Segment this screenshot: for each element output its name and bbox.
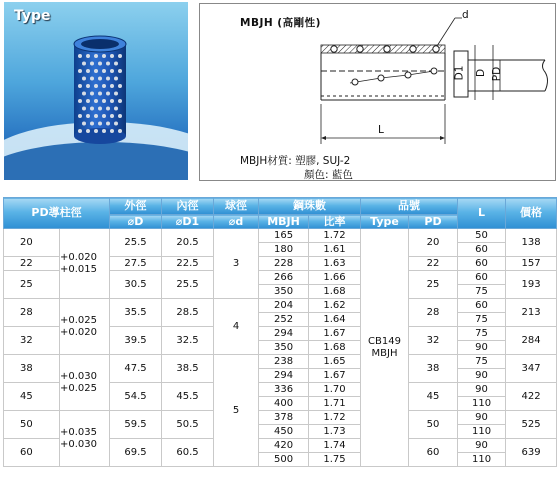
mbjh-cell: 180	[259, 243, 309, 257]
pd-product-cell: 25	[409, 271, 458, 299]
dim-PD-label: PD	[491, 66, 504, 82]
pd-product-cell: 60	[409, 439, 458, 467]
header-outer: 外徑	[110, 198, 162, 215]
outer-diameter-cell: 47.5	[110, 355, 162, 383]
price-cell: 639	[506, 439, 557, 467]
dim-d-label: d	[462, 9, 469, 21]
header-outer-sub: ⌀D	[110, 215, 162, 229]
ball-cage-image	[4, 2, 188, 180]
ratio-cell: 1.66	[309, 271, 361, 285]
ratio-cell: 1.72	[309, 229, 361, 243]
mbjh-cell: 400	[259, 397, 309, 411]
color-text: 顏色: 藍色	[304, 169, 353, 181]
mbjh-cell: 350	[259, 285, 309, 299]
ball-diameter-cell: 3	[214, 229, 259, 299]
length-cell: 75	[458, 327, 506, 341]
tolerance-cell: +0.035 +0.030	[60, 411, 110, 467]
length-cell: 110	[458, 453, 506, 467]
length-cell: 90	[458, 411, 506, 425]
mbjh-cell: 204	[259, 299, 309, 313]
length-cell: 50	[458, 229, 506, 243]
table-row	[4, 299, 557, 313]
pd-cell: 28	[4, 299, 60, 327]
ratio-cell: 1.63	[309, 257, 361, 271]
outer-diameter-cell: 27.5	[110, 257, 162, 271]
mbjh-cell: 420	[259, 439, 309, 453]
length-cell: 90	[458, 369, 506, 383]
type-cell: CB149 MBJH	[361, 229, 409, 467]
header-inner-sub: ⌀D1	[162, 215, 214, 229]
ball-diameter-cell: 5	[214, 355, 259, 467]
product-photo-panel	[4, 2, 188, 180]
mbjh-cell: 165	[259, 229, 309, 243]
header-part-no: 品號	[361, 198, 458, 215]
inner-diameter-cell: 32.5	[162, 327, 214, 355]
length-cell: 110	[458, 397, 506, 411]
mbjh-cell: 238	[259, 355, 309, 369]
outer-diameter-cell: 30.5	[110, 271, 162, 299]
pd-cell: 25	[4, 271, 60, 299]
mbjh-cell: 266	[259, 271, 309, 285]
pd-cell: 38	[4, 355, 60, 383]
price-cell: 138	[506, 229, 557, 257]
price-cell: 284	[506, 327, 557, 355]
inner-diameter-cell: 60.5	[162, 439, 214, 467]
header-type: Type	[361, 215, 409, 229]
length-cell: 60	[458, 243, 506, 257]
mbjh-cell: 378	[259, 411, 309, 425]
pd-cell: 22	[4, 257, 60, 271]
header-inner: 內徑	[162, 198, 214, 215]
pd-product-cell: 20	[409, 229, 458, 257]
header-pd: PD導柱徑	[4, 198, 110, 229]
header-l: L	[458, 198, 506, 229]
table-row	[4, 355, 557, 369]
ratio-cell: 1.68	[309, 341, 361, 355]
mbjh-cell: 294	[259, 369, 309, 383]
ratio-cell: 1.65	[309, 355, 361, 369]
inner-diameter-cell: 28.5	[162, 299, 214, 327]
mbjh-cell: 350	[259, 341, 309, 355]
ratio-cell: 1.70	[309, 383, 361, 397]
ratio-cell: 1.74	[309, 439, 361, 453]
mbjh-cell: 450	[259, 425, 309, 439]
price-cell: 525	[506, 411, 557, 439]
mbjh-cell: 228	[259, 257, 309, 271]
length-cell: 60	[458, 299, 506, 313]
outer-diameter-cell: 59.5	[110, 411, 162, 439]
price-cell: 213	[506, 299, 557, 327]
inner-diameter-cell: 20.5	[162, 229, 214, 257]
header-steel-ball: 鋼珠數	[259, 198, 361, 215]
outer-diameter-cell: 54.5	[110, 383, 162, 411]
pd-cell: 32	[4, 327, 60, 355]
dim-D-label: D	[475, 68, 488, 78]
header-ball: 球徑	[214, 198, 259, 215]
ratio-cell: 1.72	[309, 411, 361, 425]
inner-diameter-cell: 50.5	[162, 411, 214, 439]
outer-diameter-cell: 25.5	[110, 229, 162, 257]
mbjh-cell: 500	[259, 453, 309, 467]
ratio-cell: 1.71	[309, 397, 361, 411]
d-leader	[437, 18, 455, 46]
drawing-title: MBJH (高剛性)	[240, 17, 321, 29]
outer-diameter-cell: 39.5	[110, 327, 162, 355]
dim-L-label: L	[378, 124, 384, 136]
price-cell: 157	[506, 257, 557, 271]
length-cell: 60	[458, 257, 506, 271]
dim-D1-label: D1	[453, 65, 466, 81]
ratio-cell: 1.62	[309, 299, 361, 313]
tolerance-cell: +0.030 +0.025	[60, 355, 110, 411]
cage-wall-top	[321, 45, 445, 53]
photo-title: Type	[14, 8, 51, 24]
mbjh-cell: 294	[259, 327, 309, 341]
header-pd2: PD	[409, 215, 458, 229]
technical-drawing	[199, 3, 556, 181]
pd-cell: 20	[4, 229, 60, 257]
mbjh-cell: 336	[259, 383, 309, 397]
outer-diameter-cell: 35.5	[110, 299, 162, 327]
pd-product-cell: 32	[409, 327, 458, 355]
ratio-cell: 1.67	[309, 327, 361, 341]
header-mbjh: MBJH	[259, 215, 309, 229]
spec-table-body	[4, 229, 557, 467]
pd-product-cell: 28	[409, 299, 458, 327]
table-row	[4, 229, 557, 243]
pd-cell: 50	[4, 411, 60, 439]
header-price: 價格	[506, 198, 557, 229]
tolerance-cell: +0.020 +0.015	[60, 229, 110, 299]
outer-diameter-cell: 69.5	[110, 439, 162, 467]
pd-product-cell: 38	[409, 355, 458, 383]
header-ratio: 比率	[309, 215, 361, 229]
spec-table	[3, 197, 557, 467]
cage-bore	[81, 39, 119, 49]
mbjh-cell: 252	[259, 313, 309, 327]
length-cell: 110	[458, 425, 506, 439]
ratio-cell: 1.64	[309, 313, 361, 327]
price-cell: 422	[506, 383, 557, 411]
header-ball-sub: ⌀d	[214, 215, 259, 229]
length-cell: 90	[458, 341, 506, 355]
price-cell: 193	[506, 271, 557, 299]
length-cell: 90	[458, 439, 506, 453]
ratio-cell: 1.75	[309, 453, 361, 467]
length-cell: 90	[458, 383, 506, 397]
ratio-cell: 1.68	[309, 285, 361, 299]
length-cell: 60	[458, 271, 506, 285]
inner-diameter-cell: 45.5	[162, 383, 214, 411]
price-cell: 347	[506, 355, 557, 383]
inner-diameter-cell: 25.5	[162, 271, 214, 299]
pd-cell: 60	[4, 439, 60, 467]
inner-diameter-cell: 22.5	[162, 257, 214, 271]
length-cell: 75	[458, 313, 506, 327]
ball-helix	[350, 71, 434, 83]
pd-cell: 45	[4, 383, 60, 411]
ratio-cell: 1.67	[309, 369, 361, 383]
inner-diameter-cell: 38.5	[162, 355, 214, 383]
length-cell: 75	[458, 285, 506, 299]
pd-product-cell: 45	[409, 383, 458, 411]
pd-product-cell: 50	[409, 411, 458, 439]
table-row	[4, 411, 557, 425]
ratio-cell: 1.61	[309, 243, 361, 257]
shaft-break	[543, 60, 548, 91]
material-text: MBJH材質: 塑膠, SUJ-2	[240, 155, 351, 167]
length-cell: 75	[458, 355, 506, 369]
ball-diameter-cell: 4	[214, 299, 259, 355]
pd-product-cell: 22	[409, 257, 458, 271]
tolerance-cell: +0.025 +0.020	[60, 299, 110, 355]
ratio-cell: 1.73	[309, 425, 361, 439]
header-row-1	[4, 198, 557, 215]
